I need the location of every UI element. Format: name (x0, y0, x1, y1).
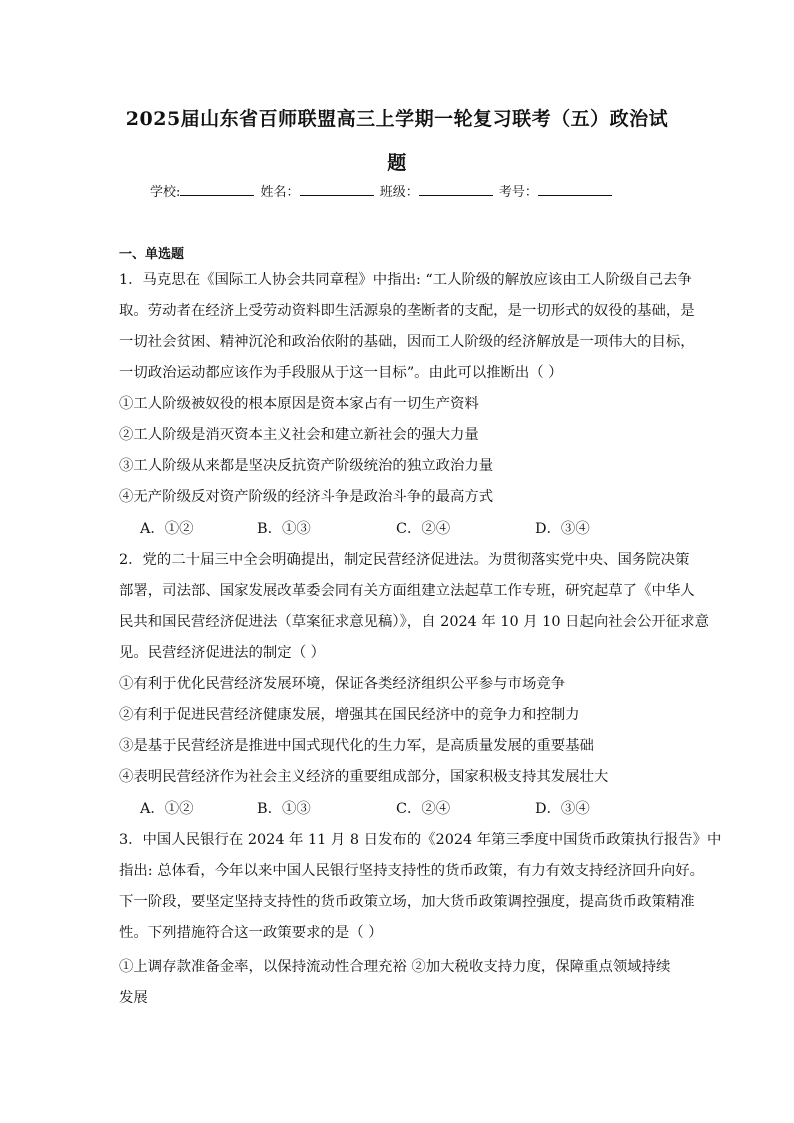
option-d[interactable]: D．③④ (535, 801, 590, 817)
option-b[interactable]: B．①③ (257, 801, 311, 817)
exam-number-blank (538, 183, 612, 196)
class-blank (419, 183, 493, 196)
class-label: 班级： (379, 185, 419, 200)
question-1-stem-line: 一切政治运动都应该作为手段服从于这一目标”。由此可以推断出（ ） (119, 365, 563, 381)
exam-number-label: 考号： (498, 185, 538, 200)
question-3-statement: 发展 (119, 990, 148, 1006)
student-info-row (150, 181, 644, 200)
question-1-statement: ②工人阶级是消灭资本主义社会和建立新社会的强大力量 (119, 427, 479, 443)
question-1-stem-line: 1．马克思在《国际工人协会共同章程》中指出: “工人阶级的解放应该由工人阶级自己去争 (119, 272, 692, 288)
school-blank (180, 183, 254, 196)
name-label: 姓名： (260, 185, 300, 200)
option-d[interactable]: D．③④ (535, 521, 590, 537)
question-2-stem-line: 部署，司法部、国家发展改革委会同有关方面组建立法起草工作专班，研究起草了《中华人 (119, 583, 695, 599)
question-2-stem-line: 见。民营经济促进法的制定（ ） (119, 645, 326, 661)
option-a[interactable]: A．①② (140, 521, 194, 537)
question-2-stem-line: 2．党的二十届三中全会明确提出，制定民营经济促进法。为贯彻落实党中央、国务院决策 (119, 552, 690, 568)
question-2-stem-line: 民共和国民营经济促进法（草案征求意见稿）》，自 2024 年 10 月 10 日起向社会公开征求意 (119, 614, 709, 630)
option-a[interactable]: A．①② (140, 801, 194, 817)
exam-title-line-1: 2025届山东省百师联盟高三上学期一轮复习联考（五）政治试 (125, 108, 669, 130)
question-3-stem-line: 3．中国人民银行在 2024 年 11 月 8 日发布的《2024 年第三季度中国货币政策执行报告》中 (119, 832, 722, 848)
question-3-stem-line: 下一阶段，要坚定坚持支持性的货币政策立场，加大货币政策调控强度，提高货币政策精准 (119, 894, 695, 910)
school-label: 学校: (150, 185, 181, 200)
name-blank (300, 183, 374, 196)
question-2-statement: ③是基于民营经济是推进中国式现代化的生力军，是高质量发展的重要基础 (119, 738, 594, 754)
question-3-stem-line: 指出: 总体看，今年以来中国人民银行坚持支持性的货币政策，有力有效支持经济回升向好。 (119, 863, 705, 879)
question-1-statement: ①工人阶级被奴役的根本原因是资本家占有一切生产资料 (119, 396, 479, 412)
section-title: 一、单选题 (119, 247, 185, 262)
question-2-statement: ②有利于促进民营经济健康发展，增强其在国民经济中的竞争力和控制力 (119, 707, 580, 723)
question-1-statement: ③工人阶级从来都是坚决反抗资产阶级统治的独立政治力量 (119, 458, 494, 474)
question-2-statement: ④表明民营经济作为社会主义经济的重要组成部分，国家积极支持其发展壮大 (119, 769, 609, 785)
option-c[interactable]: C．②④ (396, 521, 451, 537)
exam-title-line-2: 题 (387, 152, 407, 174)
question-1-stem-line: 一切社会贫困、精神沉沦和政治依附的基础，因而工人阶级的经济解放是一项伟大的目标， (119, 334, 695, 350)
question-2-statement: ①有利于优化民营经济发展环境，保证各类经济组织公平参与市场竞争 (119, 676, 566, 692)
question-3-stem-line: 性。下列措施符合这一政策要求的是（ ） (119, 925, 383, 941)
option-b[interactable]: B．①③ (257, 521, 311, 537)
question-1-stem-line: 取。劳动者在经济上受劳动资料即生活源泉的垄断者的支配，是一切形式的奴役的基础，是 (119, 303, 695, 319)
question-3-statement: ①上调存款准备金率，以保持流动性合理充裕 ②加大税收支持力度，保障重点领域持续 (119, 959, 671, 975)
question-1-statement: ④无产阶级反对资产阶级的经济斗争是政治斗争的最高方式 (119, 489, 494, 505)
option-c[interactable]: C．②④ (396, 801, 451, 817)
